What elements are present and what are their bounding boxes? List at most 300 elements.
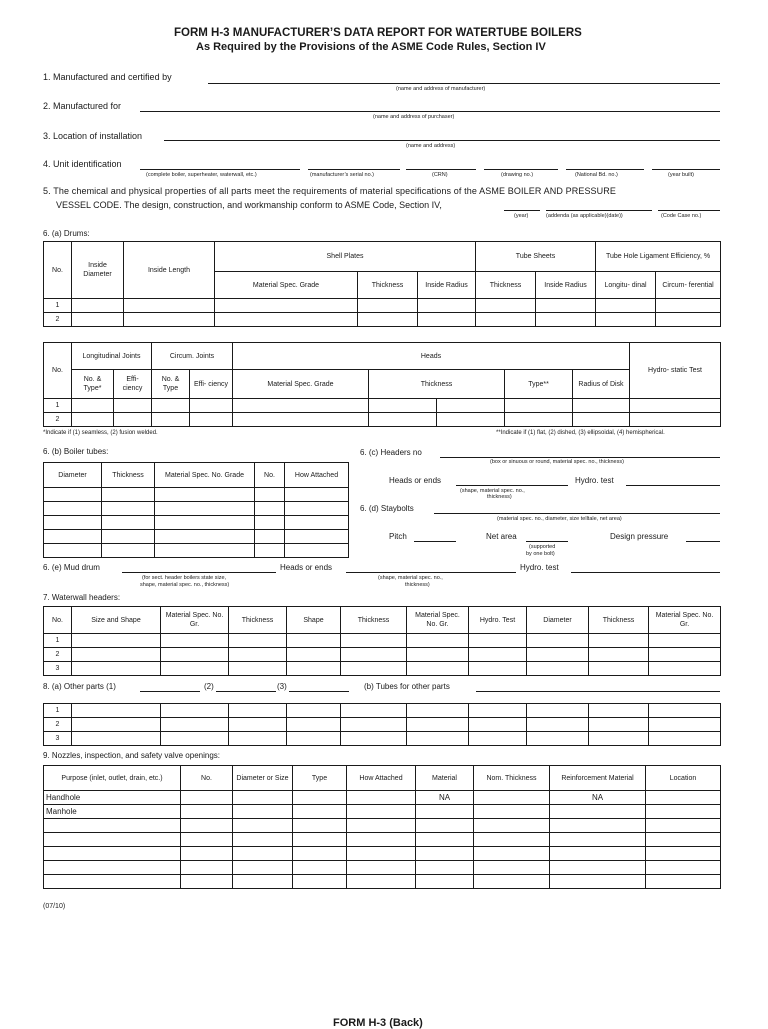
cell[interactable] [341,662,407,676]
nz-material[interactable] [416,833,474,847]
cell[interactable] [649,634,721,648]
other-parts-field-2[interactable] [216,691,276,692]
nz-reinforcement[interactable] [550,861,646,875]
cell[interactable] [469,732,527,746]
table-row [44,875,721,889]
cell[interactable] [287,732,341,746]
cell[interactable] [181,861,233,875]
cell[interactable] [155,530,255,544]
cell[interactable] [536,313,596,327]
cell[interactable] [476,299,536,313]
mud-drum-field[interactable] [122,572,276,573]
cell[interactable] [474,861,550,875]
joints-col-heads: Heads [233,343,630,370]
cell[interactable] [589,634,649,648]
cell[interactable] [233,399,369,413]
cell[interactable] [347,805,416,819]
unit-id-caption-1: (complete boiler, superheater, waterwall, etc.) [146,172,257,178]
cell[interactable] [656,313,721,327]
cell[interactable] [341,732,407,746]
cell[interactable] [589,648,649,662]
cell[interactable] [287,662,341,676]
cell[interactable] [341,704,407,718]
unit-id-caption-6: (year built) [668,172,694,178]
cell[interactable] [527,732,589,746]
cell[interactable] [293,875,347,889]
cell[interactable] [407,704,469,718]
boiler-tubes-table [43,462,349,558]
cell[interactable] [233,833,293,847]
staybolts-field[interactable] [434,513,720,514]
cell[interactable] [646,791,721,805]
nz-purpose[interactable] [44,861,181,875]
drums-label: 6. (a) Drums: [43,229,90,238]
joints-row-no: 1 [44,399,72,413]
cell[interactable] [190,413,233,427]
cell[interactable] [347,833,416,847]
nz-purpose[interactable] [44,819,181,833]
manufactured-for-caption: (name and address of purchaser) [373,114,455,120]
mud-drum-heads-field[interactable] [346,572,516,573]
drums-row-no: 1 [44,299,72,313]
cell[interactable] [161,648,229,662]
cell[interactable] [102,544,155,558]
nz-col-location: Location [646,766,721,791]
unit-id-field-4[interactable] [484,169,558,170]
table-row [44,399,721,413]
unit-id-caption-4: (drawing no.) [501,172,534,178]
cell[interactable] [181,791,233,805]
cell[interactable] [407,732,469,746]
unit-id-field-6[interactable] [652,169,720,170]
cell[interactable] [72,413,114,427]
pitch-field[interactable] [414,541,456,542]
nz-col-no: No. [181,766,233,791]
addenda-field[interactable] [546,210,652,211]
revision-date: (07/10) [43,903,66,910]
drums-col-ts-thickness: Thickness [476,272,536,299]
cell[interactable] [589,732,649,746]
nz-material[interactable] [416,861,474,875]
other-parts-label: 8. (a) Other parts (1) [43,682,116,691]
joints-col-hydro: Hydro- static Test [630,343,721,399]
cell[interactable] [215,299,358,313]
manufactured-by-field[interactable] [208,83,720,84]
cell[interactable] [72,718,161,732]
table-row [44,488,349,502]
tubes-col-thickness: Thickness [102,463,155,488]
table-row [44,861,721,875]
code-year-caption: (year) [514,213,529,219]
heads-col-mat-spec: Material Spec. Grade [233,370,369,399]
unit-id-field-2[interactable] [308,169,400,170]
ww-col-diameter: Diameter [527,607,589,634]
nz-purpose[interactable] [44,875,181,889]
cell[interactable] [181,847,233,861]
cell[interactable] [233,805,293,819]
cell[interactable] [255,488,285,502]
tubes-col-no: No. [255,463,285,488]
net-area-caption-2: by one bolt) [526,551,555,557]
cell[interactable] [505,413,573,427]
cell[interactable] [573,413,630,427]
nz-purpose[interactable] [44,847,181,861]
cell[interactable] [474,833,550,847]
cell[interactable] [293,819,347,833]
unit-id-field-1[interactable] [140,169,300,170]
cell[interactable] [229,662,287,676]
cell[interactable] [369,399,437,413]
location-field[interactable] [164,140,720,141]
mud-drum-caption-1: (for sect. header boilers state size, [142,575,227,581]
cell[interactable] [161,718,229,732]
cell[interactable] [646,861,721,875]
conformance-line-2: VESSEL CODE. The design, construction, and workmanship conform to ASME Code, Section IV, [56,200,442,210]
cell[interactable] [646,833,721,847]
cell[interactable] [474,791,550,805]
cell[interactable] [161,704,229,718]
cell[interactable] [285,516,349,530]
mud-drum-hydro-field[interactable] [571,572,720,573]
cell[interactable] [476,313,536,327]
cell[interactable] [505,399,573,413]
cell[interactable] [44,502,102,516]
cell[interactable] [469,704,527,718]
unit-id-field-5[interactable] [566,169,644,170]
joints-note-left: *Indicate if (1) seamless, (2) fusion welded. [43,430,158,436]
table-row [44,704,721,718]
cell[interactable] [589,704,649,718]
cell[interactable] [124,299,215,313]
waterwall-table [43,606,721,676]
cell[interactable] [474,805,550,819]
cell[interactable] [358,299,418,313]
table-row [44,544,349,558]
code-case-field[interactable] [658,210,720,211]
waterwall-label: 7. Waterwall headers: [43,593,121,602]
cell[interactable] [161,662,229,676]
nz-purpose[interactable]: Manhole [44,805,181,819]
cell[interactable] [369,413,437,427]
cell[interactable] [229,648,287,662]
nz-material[interactable] [416,847,474,861]
cell[interactable] [102,488,155,502]
table-row [44,847,721,861]
joints-col-longitudinal: Longitudinal Joints [72,343,152,370]
form-title: FORM H-3 MANUFACTURER’S DATA REPORT FOR WATERTUBE BOILERS [174,27,582,39]
cell[interactable] [155,516,255,530]
nz-material[interactable]: NA [416,791,474,805]
cell[interactable] [573,399,630,413]
cell[interactable] [630,413,721,427]
cell[interactable] [285,502,349,516]
headers-c-heads-label: Heads or ends [389,476,442,485]
drums-col-inside-diameter: Inside Diameter [72,242,124,299]
cell[interactable] [469,718,527,732]
cell[interactable] [287,648,341,662]
cell[interactable] [181,805,233,819]
cell[interactable] [646,875,721,889]
cell[interactable] [469,662,527,676]
cell[interactable] [469,634,527,648]
drums-col-mat-spec: Material Spec. Grade [215,272,358,299]
cell[interactable] [649,704,721,718]
ww-row-no: 3 [44,662,72,676]
cell[interactable] [287,718,341,732]
cell[interactable] [72,732,161,746]
tubes-other-parts-label: (b) Tubes for other parts [364,682,450,691]
headers-c-heads-field[interactable] [456,485,568,486]
joints-note-right: **Indicate if (1) flat, (2) dished, (3) ellipsoidal, (4) hemispherical. [496,430,665,436]
ww-col-hydro: Hydro. Test [469,607,527,634]
cell[interactable] [527,718,589,732]
cell[interactable] [72,399,114,413]
cell[interactable] [589,662,649,676]
cell[interactable] [233,875,293,889]
drums-col-circumferential: Circum- ferential [656,272,721,299]
nz-material[interactable] [416,875,474,889]
nz-material[interactable] [416,805,474,819]
cell[interactable] [293,847,347,861]
cell[interactable] [229,634,287,648]
nz-col-how: How Attached [347,766,416,791]
cell[interactable] [152,399,190,413]
cell[interactable] [347,875,416,889]
cell[interactable] [293,861,347,875]
cell[interactable] [646,847,721,861]
table-row [44,313,721,327]
headers-c-field[interactable] [440,457,720,458]
cell[interactable] [181,819,233,833]
nz-col-purpose: Purpose (inlet, outlet, drain, etc.) [44,766,181,791]
nozzles-label: 9. Nozzles, inspection, and safety valve openings: [43,751,220,760]
cell[interactable] [527,634,589,648]
cell[interactable] [155,488,255,502]
drums-col-inside-radius: Inside Radius [418,272,476,299]
nz-reinforcement[interactable] [550,805,646,819]
cell[interactable] [347,791,416,805]
cell[interactable] [293,833,347,847]
nz-reinforcement[interactable] [550,847,646,861]
cell[interactable] [190,399,233,413]
cell[interactable] [285,544,349,558]
cell[interactable] [596,313,656,327]
cell[interactable] [341,648,407,662]
cell[interactable] [287,704,341,718]
nz-reinforcement[interactable] [550,819,646,833]
table-row [44,718,721,732]
cell[interactable] [418,313,476,327]
ww-col-size-shape: Size and Shape [72,607,161,634]
manufactured-for-field[interactable] [140,111,720,112]
cell[interactable] [233,791,293,805]
nz-purpose[interactable] [44,833,181,847]
nz-purpose[interactable]: Handhole [44,791,181,805]
ww-col-material-1: Material Spec. No. Gr. [161,607,229,634]
nz-col-diameter: Diameter or Size [233,766,293,791]
cell[interactable] [649,718,721,732]
cell[interactable] [589,718,649,732]
cell[interactable] [347,819,416,833]
cell[interactable] [114,399,152,413]
cell[interactable] [44,544,102,558]
table-row [44,299,721,313]
drums-col-ts-radius: Inside Radius [536,272,596,299]
cell[interactable] [233,861,293,875]
cell[interactable] [293,791,347,805]
cell[interactable] [152,413,190,427]
cell[interactable] [155,544,255,558]
cell[interactable] [44,530,102,544]
cell[interactable] [181,875,233,889]
nz-col-reinforcement: Reinforcement Material [550,766,646,791]
cell[interactable] [229,718,287,732]
drums-col-no: No. [44,242,72,299]
location-caption: (name and address) [406,143,456,149]
cell[interactable] [474,819,550,833]
cell[interactable] [596,299,656,313]
net-area-caption-1: (supported [529,544,556,550]
cell[interactable] [72,648,161,662]
cell[interactable] [102,502,155,516]
table-row [44,805,721,819]
joints-col-eff-b: Effi- ciency [190,370,233,399]
cell[interactable] [233,413,369,427]
cell[interactable] [181,833,233,847]
cell[interactable] [229,704,287,718]
cell[interactable] [527,704,589,718]
code-year-field[interactable] [504,210,540,211]
cell[interactable] [255,516,285,530]
cell[interactable] [527,662,589,676]
cell[interactable] [155,502,255,516]
cell[interactable] [649,732,721,746]
cell[interactable] [44,516,102,530]
cell[interactable] [293,805,347,819]
cell[interactable] [72,704,161,718]
cell[interactable] [437,413,505,427]
ww-row-no: 2 [44,648,72,662]
cell[interactable] [469,648,527,662]
cell[interactable] [630,399,721,413]
cell[interactable] [358,313,418,327]
cell[interactable] [347,847,416,861]
cell[interactable] [44,488,102,502]
mud-drum-hydro-label: Hydro. test [520,563,559,572]
ww-col-thickness-3: Thickness [589,607,649,634]
tubes-other-parts-field[interactable] [476,691,720,692]
cell[interactable] [255,502,285,516]
cell[interactable] [287,634,341,648]
net-area-label: Net area [486,532,517,541]
headers-c-hydro-field[interactable] [626,485,720,486]
cell[interactable] [285,530,349,544]
cell[interactable] [474,847,550,861]
nz-reinforcement[interactable] [550,875,646,889]
mud-drum-heads-caption-2: thickness) [405,582,430,588]
cell[interactable] [124,313,215,327]
drums-col-thickness: Thickness [358,272,418,299]
tubes-col-material: Material Spec. No. Grade [155,463,255,488]
op-row-no: 2 [44,718,72,732]
unit-id-caption-3: (CRN) [432,172,448,178]
drums-col-ligament: Tube Hole Ligament Efficiency, % [596,242,721,272]
cell[interactable] [341,718,407,732]
next-page-title: FORM H-3 (Back) [333,1017,423,1029]
cell[interactable] [229,732,287,746]
nz-reinforcement[interactable]: NA [550,791,646,805]
cell[interactable] [407,648,469,662]
ww-col-thickness-1: Thickness [229,607,287,634]
ww-col-no: No. [44,607,72,634]
net-area-field[interactable] [526,541,568,542]
cell[interactable] [407,718,469,732]
design-pressure-field[interactable] [686,541,720,542]
cell[interactable] [255,530,285,544]
cell[interactable] [407,634,469,648]
cell[interactable] [233,847,293,861]
joints-heads-table [43,342,721,427]
cell[interactable] [437,399,505,413]
cell[interactable] [341,634,407,648]
cell[interactable] [646,819,721,833]
ww-row-no: 1 [44,634,72,648]
cell[interactable] [255,544,285,558]
other-parts-field-3[interactable] [289,691,349,692]
nz-material[interactable] [416,819,474,833]
cell[interactable] [233,819,293,833]
cell[interactable] [474,875,550,889]
staybolts-caption: (material spec. no., diameter, size telltale, net area) [497,516,622,522]
cell[interactable] [418,299,476,313]
cell[interactable] [646,805,721,819]
mud-drum-heads-label: Heads or ends [280,563,333,572]
nz-col-type: Type [293,766,347,791]
cell[interactable] [161,732,229,746]
cell[interactable] [72,634,161,648]
cell[interactable] [114,413,152,427]
cell[interactable] [72,313,124,327]
cell[interactable] [72,662,161,676]
cell[interactable] [649,648,721,662]
cell[interactable] [656,299,721,313]
design-pressure-label: Design pressure [610,532,669,541]
cell[interactable] [536,299,596,313]
code-case-caption: (Code Case no.) [661,213,702,219]
cell[interactable] [347,861,416,875]
boiler-tubes-label: 6. (b) Boiler tubes: [43,447,109,456]
cell[interactable] [527,648,589,662]
nz-col-thickness: Nom. Thickness [474,766,550,791]
mud-drum-heads-caption-1: (shape, material spec. no., [378,575,443,581]
drums-col-inside-length: Inside Length [124,242,215,299]
cell[interactable] [102,530,155,544]
unit-id-field-3[interactable] [406,169,476,170]
cell[interactable] [649,662,721,676]
cell[interactable] [102,516,155,530]
cell[interactable] [407,662,469,676]
table-row [44,516,349,530]
cell[interactable] [72,299,124,313]
headers-c-heads-caption-2: thickness) [487,494,512,500]
joints-col-no-type-a: No. & Type* [72,370,114,399]
nz-reinforcement[interactable] [550,833,646,847]
cell[interactable] [215,313,358,327]
cell[interactable] [285,488,349,502]
cell[interactable] [161,634,229,648]
conformance-line-1: 5. The chemical and physical properties of all parts meet the requirements of material specifications of the ASME BOILER AND PRESSURE [43,186,617,196]
other-parts-field-1[interactable] [140,691,200,692]
